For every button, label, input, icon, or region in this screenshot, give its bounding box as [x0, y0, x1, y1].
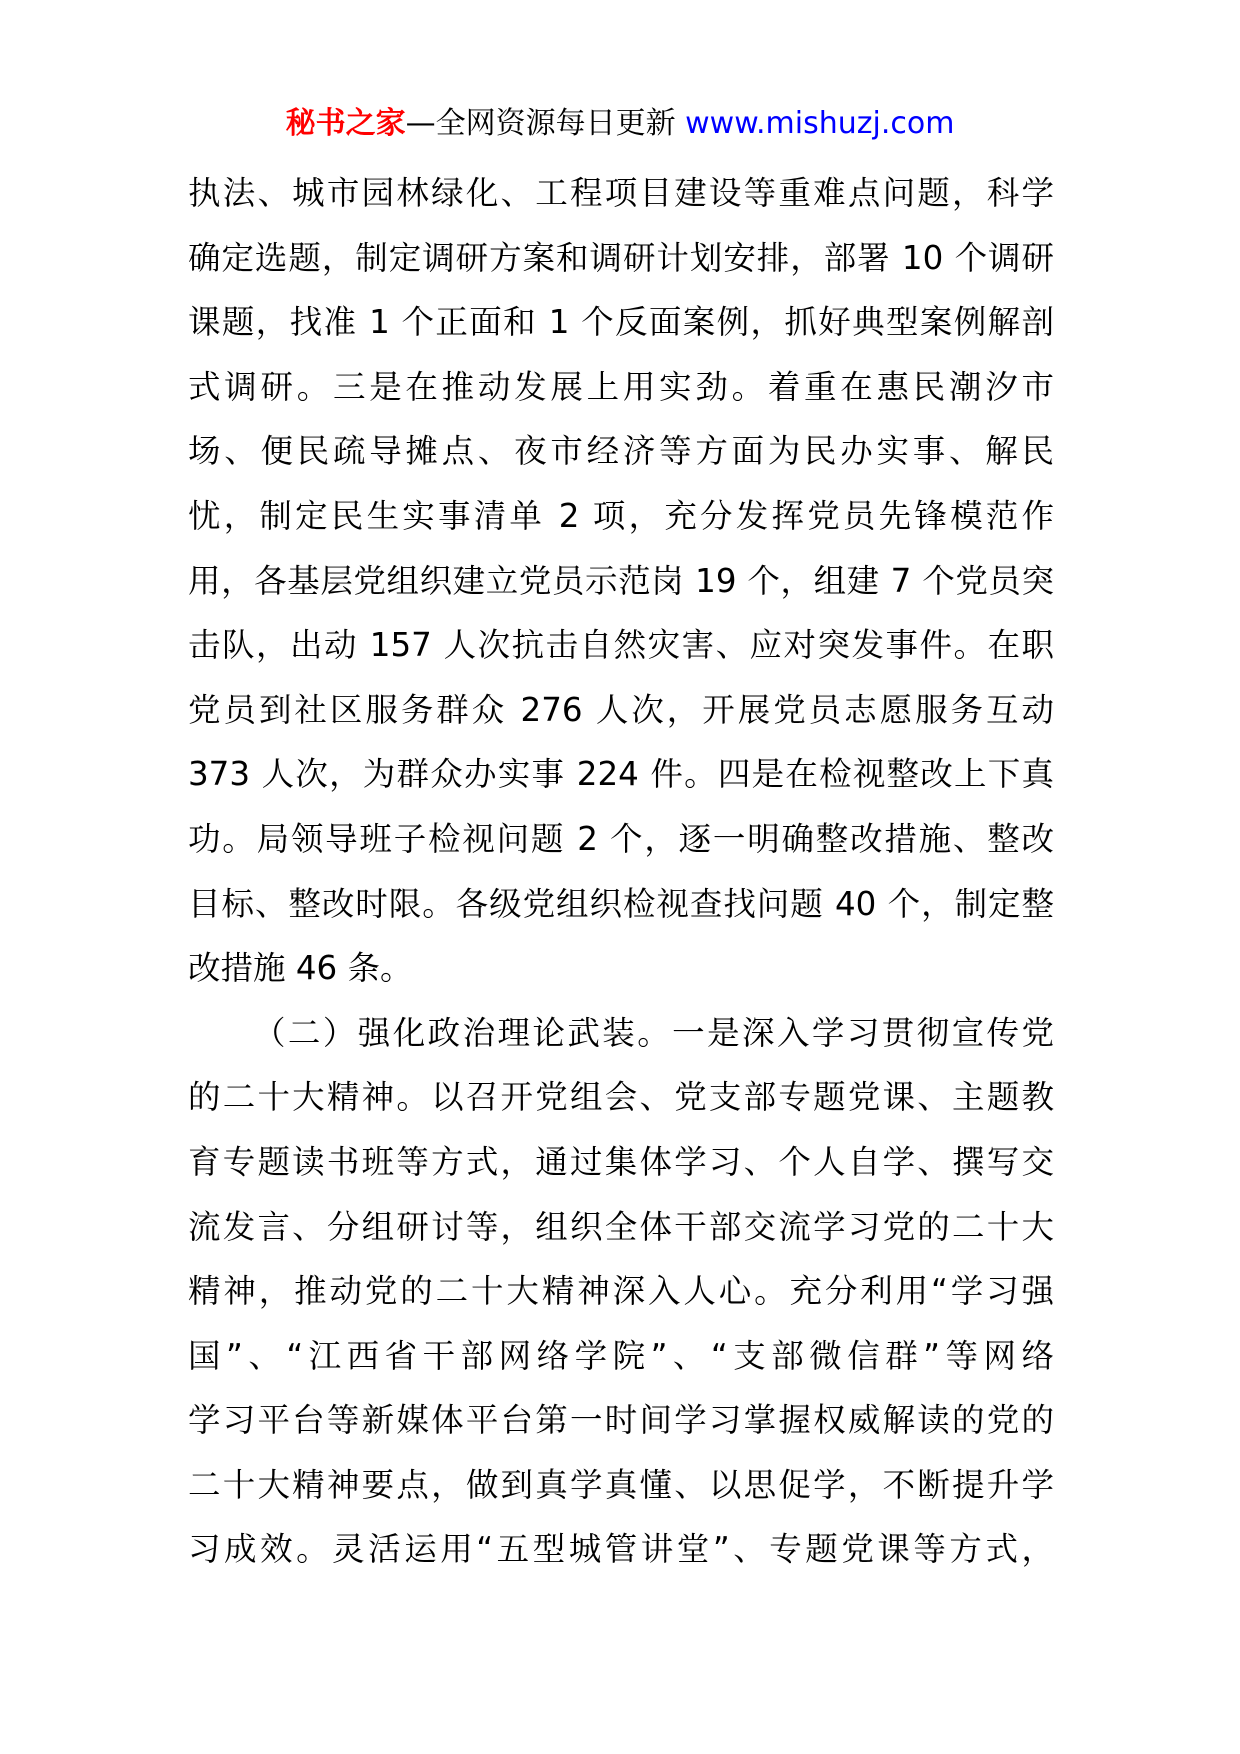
site-url-link[interactable]: www.mishuzj.com — [685, 106, 955, 141]
text-line: 的二十大精神。以召开党组会、党支部专题党课、主题教 — [188, 1078, 1054, 1117]
text-line: 确定选题，制定调研方案和调研计划安排，部署 10 个调研 — [188, 238, 1054, 277]
text-line: 功。局领导班子检视问题 2 个，逐一明确整改措施、整改 — [188, 819, 1054, 858]
text-line: 373 人次，为群众办实事 224 件。四是在检视整改上下真 — [188, 755, 1054, 794]
text-line: 忧，制定民生实事清单 2 项，充分发挥党员先锋模范作 — [188, 496, 1054, 535]
text-line: （二）强化政治理论武装。一是深入学习贯彻宣传党 — [253, 1013, 1054, 1052]
paragraph-1 — [188, 161, 1054, 1001]
text-line: 改措施 46 条。 — [188, 949, 413, 988]
text-line: 流发言、分组研讨等，组织全体干部交流学习党的二十大 — [188, 1207, 1054, 1246]
page-header — [0, 100, 1240, 148]
text-line: 用，各基层党组织建立党员示范岗 19 个，组建 7 个党员突 — [188, 561, 1054, 600]
text-line: 式调研。三是在推动发展上用实劲。着重在惠民潮汐市 — [188, 367, 1054, 406]
text-line: 执法、城市园林绿化、工程项目建设等重难点问题，科学 — [188, 174, 1054, 212]
text-line: 击队，出动 157 人次抗击自然灾害、应对突发事件。在职 — [188, 626, 1054, 665]
text-line: 党员到社区服务群众 276 人次，开展党员志愿服务互动 — [188, 690, 1054, 729]
paragraph-2 — [188, 1001, 1054, 1582]
text-line: 精神，推动党的二十大精神深入人心。充分利用“学习强 — [188, 1272, 1054, 1311]
text-line: 课题，找准 1 个正面和 1 个反面案例，抓好典型案例解剖 — [188, 303, 1054, 342]
text-line: 育专题读书班等方式，通过集体学习、个人自学、撰写交 — [188, 1142, 1054, 1181]
text-line: 国”、“江西省干部网络学院”、“支部微信群”等网络 — [188, 1336, 1054, 1375]
site-tagline: —全网资源每日更新 — [405, 106, 686, 141]
text-line: 习成效。灵活运用“五型城管讲堂”、专题党课等方式， — [188, 1530, 1054, 1569]
document-body — [188, 161, 1054, 1582]
text-line: 场、便民疏导摊点、夜市经济等方面为民办实事、解民 — [188, 432, 1054, 471]
text-line: 目标、整改时限。各级党组织检视查找问题 40 个，制定整 — [188, 884, 1054, 923]
text-line: 二十大精神要点，做到真学真懂、以思促学，不断提升学 — [188, 1465, 1054, 1504]
text-line: 学习平台等新媒体平台第一时间学习掌握权威解读的党的 — [188, 1401, 1054, 1440]
site-brand: 秘书之家 — [285, 106, 406, 141]
